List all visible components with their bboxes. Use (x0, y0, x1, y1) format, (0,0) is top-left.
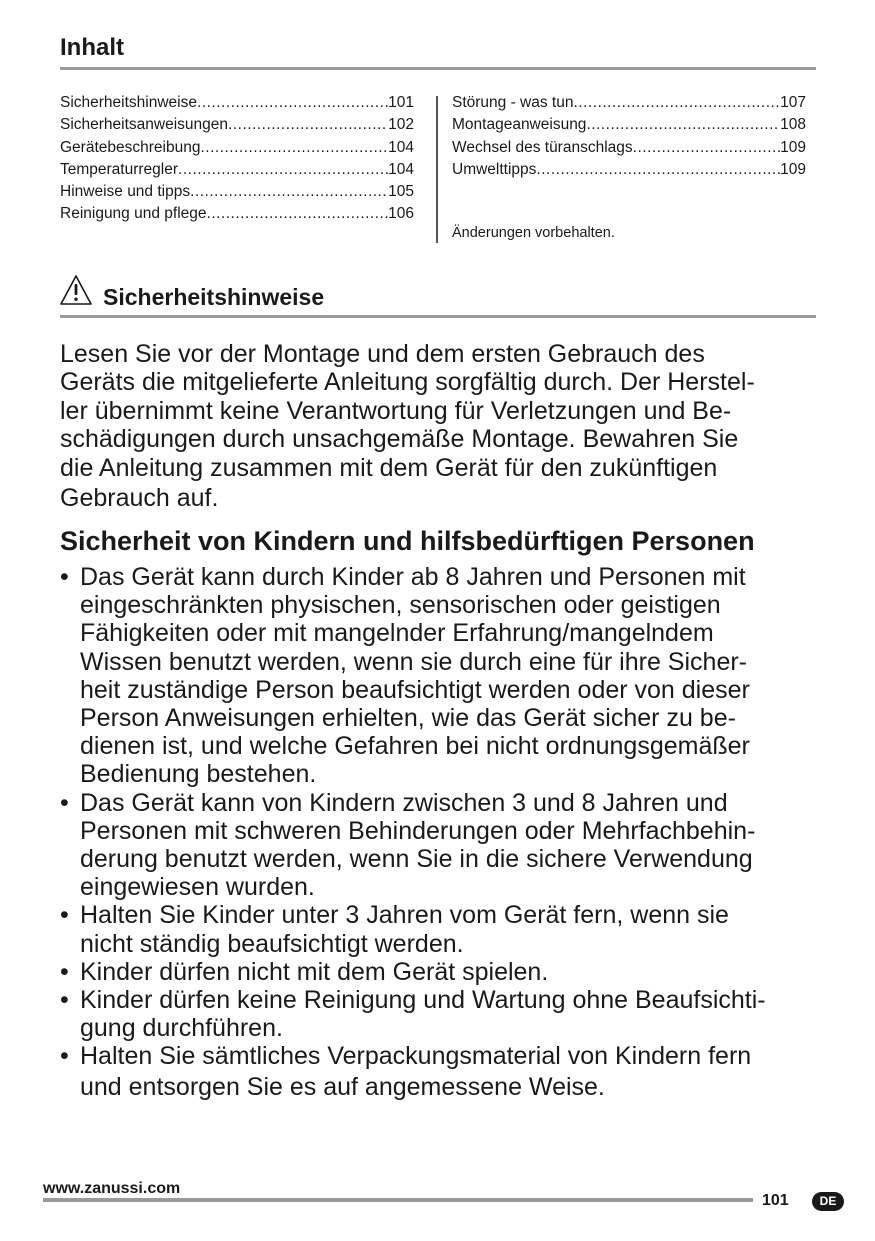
list-item (60, 901, 830, 957)
bullet-line: gung durchführen. (80, 1014, 283, 1043)
toc-entry-label: Montageanweisung (452, 116, 587, 134)
bullet-line: Bedienung bestehen. (80, 760, 317, 789)
toc-entry-label: Sicherheitsanweisungen (60, 116, 229, 134)
toc-entry-page: 104 (388, 138, 414, 156)
toc-entry[interactable] (60, 181, 414, 203)
toc-leader (573, 92, 780, 114)
bullet-line: eingewiesen wurden. (80, 873, 315, 902)
language-badge: DE (812, 1192, 844, 1211)
toc-entry[interactable] (452, 137, 806, 159)
toc-leader (207, 203, 389, 225)
footer-rule (43, 1198, 753, 1202)
safety-bullet-list (60, 563, 830, 1101)
bullet-line: nicht ständig beaufsichtigt werden. (80, 929, 464, 958)
toc-leader (536, 159, 780, 181)
bullet-line: Halten Sie Kinder unter 3 Jahren vom Gerät fern, wenn sie (80, 901, 729, 930)
bullet-line: heit zuständige Person beaufsichtigt werden oder von dieser (80, 675, 750, 704)
toc-leader (586, 114, 780, 136)
footer-website-link[interactable]: www.zanussi.com (43, 1180, 181, 1197)
toc-leader (633, 137, 780, 159)
intro-line: ler übernimmt keine Verantwortung für Verletzungen und Be- (60, 396, 732, 425)
toc-entry-page: 107 (780, 94, 806, 111)
toc-entry-page: 108 (780, 116, 806, 134)
toc-entry[interactable] (60, 114, 414, 136)
toc-entry-page: 105 (388, 183, 414, 201)
bullet-line: dienen ist, und welche Gefahren bei nicht ordnungsgemäßer (80, 732, 750, 761)
toc-entry[interactable] (452, 92, 806, 114)
toc-leader (178, 159, 388, 181)
toc-entry[interactable] (452, 114, 806, 136)
bullet-dot: • (60, 1042, 69, 1071)
toc-entry-page: 101 (388, 94, 414, 111)
subsection-title: Sicherheit von Kindern und hilfsbedürftigen Personen (60, 526, 755, 556)
toc-entry-label: Hinweise und tipps (60, 183, 191, 201)
list-item (60, 789, 830, 902)
toc-leader (197, 92, 388, 114)
intro-line: die Anleitung zusammen mit dem Gerät für den zukünftigen (60, 453, 718, 482)
toc-entry[interactable] (60, 159, 414, 181)
toc-entry-page: 109 (780, 138, 806, 156)
bullet-line: Person Anweisungen erhielten, wie das Gerät sicher zu be- (80, 704, 736, 733)
bullet-dot: • (60, 986, 69, 1015)
bullet-line: eingeschränkten physischen, sensorischen oder geistigen (80, 591, 721, 620)
intro-paragraph (60, 340, 820, 512)
intro-line: Gebrauch auf. (60, 484, 219, 513)
toc-leader (200, 137, 388, 159)
toc-entry-label: Sicherheitshinweise (60, 94, 197, 111)
list-item (60, 986, 830, 1042)
toc-entry-label: Wechsel des türanschlags (452, 138, 633, 156)
list-item (60, 563, 830, 789)
intro-line: schädigungen durch unsachgemäße Montage. Bewahren Sie (60, 425, 739, 454)
bullet-line: Halten Sie sämtliches Verpackungsmaterial von Kindern fern (80, 1042, 752, 1071)
page-number: 101 (762, 1192, 789, 1209)
toc-entry[interactable] (452, 159, 806, 181)
bullet-dot: • (60, 788, 69, 817)
toc-leader (190, 181, 388, 203)
toc-entry-label: Störung - was tun (452, 94, 574, 111)
bullet-line: Personen mit schweren Behinderungen oder Mehrfachbehin- (80, 816, 756, 845)
bullet-dot: • (60, 901, 69, 930)
bullet-line: derung benutzt werden, wenn Sie in die sichere Verwendung (80, 845, 753, 874)
section-title-rule (60, 315, 816, 318)
bullet-line: und entsorgen Sie es auf angemessene Weise. (80, 1072, 605, 1101)
toc-entry[interactable] (60, 203, 414, 225)
bullet-line: Das Gerät kann von Kindern zwischen 3 und 8 Jahren und (80, 788, 728, 817)
bullet-line: Das Gerät kann durch Kinder ab 8 Jahren und Personen mit (80, 563, 746, 591)
toc-leader (228, 114, 388, 136)
toc-note: Änderungen vorbehalten. (452, 225, 615, 241)
bullet-line: Kinder dürfen keine Reinigung und Wartung ohne Beaufsichti- (80, 986, 766, 1015)
bullet-dot: • (60, 957, 69, 986)
toc-entry-label: Temperaturregler (60, 160, 179, 178)
toc-title-rule (60, 67, 816, 70)
toc-entry-label: Reinigung und pflege (60, 205, 207, 223)
toc-entry[interactable] (60, 137, 414, 159)
intro-line: Lesen Sie vor der Montage und dem ersten Gebrauch des (60, 340, 705, 368)
bullet-line: Fähigkeiten oder mit mangelnder Erfahrung/mangelndem (80, 619, 714, 648)
list-item (60, 1042, 830, 1100)
toc-entry-page: 106 (388, 205, 414, 223)
toc-entry-label: Umwelttipps (452, 160, 537, 178)
toc-right-column (452, 92, 806, 181)
warning-triangle-icon (58, 273, 94, 307)
toc-left-column (60, 92, 414, 226)
bullet-line: Wissen benutzt werden, wenn sie durch eine für ihre Sicher- (80, 647, 747, 676)
toc-entry-page: 104 (388, 160, 414, 178)
toc-entry-page: 109 (780, 160, 806, 178)
toc-entry[interactable] (60, 92, 414, 114)
list-item (60, 958, 830, 986)
bullet-dot: • (60, 563, 69, 591)
toc-entry-label: Gerätebeschreibung (60, 138, 201, 156)
section-title: Sicherheitshinweise (103, 284, 325, 310)
toc-entry-page: 102 (388, 116, 414, 134)
bullet-line: Kinder dürfen nicht mit dem Gerät spielen. (80, 957, 549, 986)
toc-column-divider (436, 96, 438, 243)
intro-line: Geräts die mitgelieferte Anleitung sorgfältig durch. Der Herstel- (60, 368, 755, 397)
toc-title: Inhalt (60, 34, 124, 61)
